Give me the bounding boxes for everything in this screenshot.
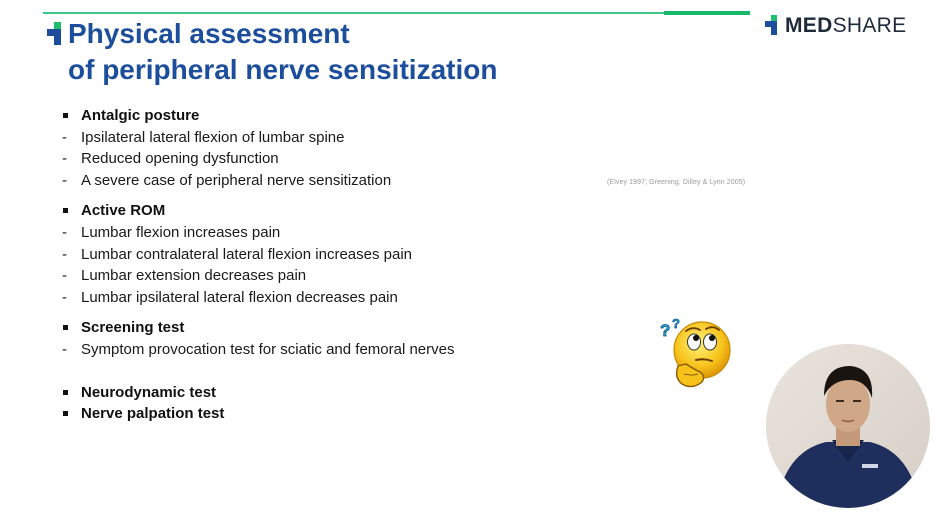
- list-item: - Lumbar ipsilateral lateral flexion decreases pain: [61, 287, 621, 309]
- header-rule-accent: [664, 11, 750, 15]
- logo-text-bold: MED: [785, 14, 833, 37]
- svg-text:?: ?: [672, 316, 680, 331]
- section-heading-screening-test: Screening test: [61, 317, 621, 339]
- logo-text-regular: SHARE: [832, 14, 907, 37]
- svg-text:?: ?: [660, 321, 671, 340]
- assessment-list: [61, 105, 621, 425]
- heading-neurodynamic-test: Neurodynamic test: [61, 382, 621, 404]
- list-item: - Ipsilateral lateral flexion of lumbar spine: [61, 127, 621, 149]
- header-rule: [43, 12, 750, 14]
- heading-nerve-palpation-test: Nerve palpation test: [61, 403, 621, 425]
- list-item: - Symptom provocation test for sciatic and femoral nerves: [61, 339, 621, 361]
- slide-title-line-1: Physical assessment: [68, 18, 350, 49]
- slide-title: [68, 16, 497, 88]
- medshare-logo-icon: [765, 15, 783, 37]
- slide-title-line-2: of peripheral nerve sensitization: [68, 54, 498, 85]
- presenter-video-avatar: [766, 344, 930, 508]
- list-item: - A severe case of peripheral nerve sensitization: [61, 170, 621, 192]
- list-item: - Lumbar extension decreases pain: [61, 265, 621, 287]
- medshare-logo-text: [785, 14, 906, 38]
- list-item: - Lumbar flexion increases pain: [61, 222, 621, 244]
- section-heading-active-rom: Active ROM: [61, 200, 621, 222]
- citation-text: (Elvey 1997; Greening, Dilley & Lynn 2005): [607, 179, 746, 186]
- title-logo-icon: [45, 22, 65, 48]
- section-heading-antalgic-posture: Antalgic posture: [61, 105, 621, 127]
- medshare-logo: [765, 13, 906, 39]
- thinking-face-emoji-icon: [656, 314, 738, 394]
- list-item: - Lumbar contralateral lateral flexion increases pain: [61, 244, 621, 266]
- list-item: - Reduced opening dysfunction: [61, 148, 621, 170]
